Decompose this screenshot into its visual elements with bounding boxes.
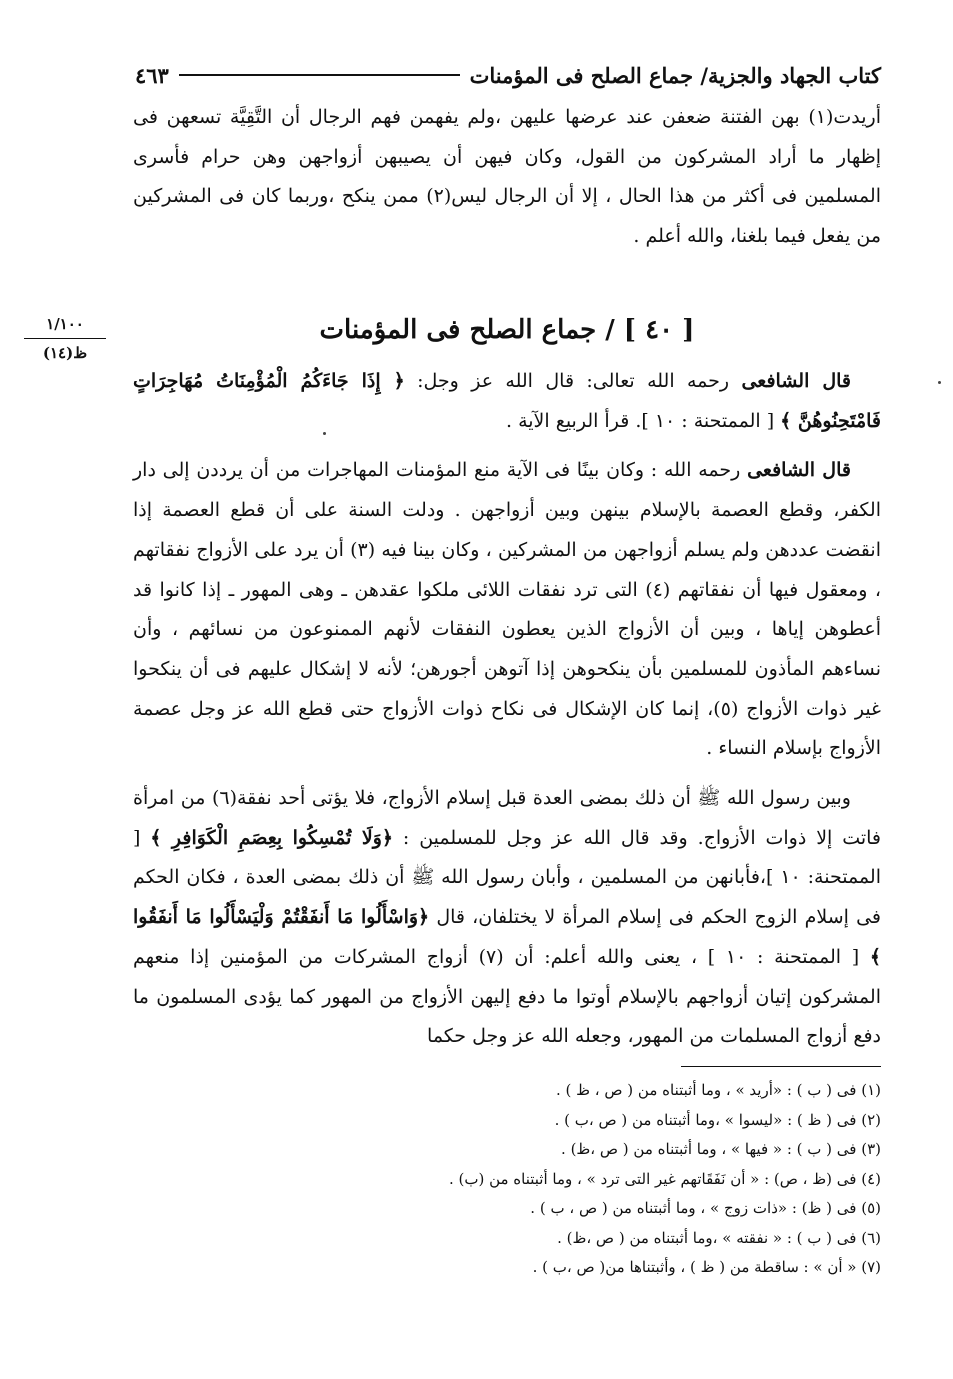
intro-paragraph: [133, 98, 881, 257]
paragraph-3-text-c: [ الممتحنة : ١٠ ] ، يعنى والله أعلم: أن (٧) أزواج المشركات من المؤمنين إذا منعهم المشركون إتيان أزواجهم بالإسلام أوتوا ما دفع إليهن الأزواج من المهور كما يؤدى المسلمون ما دفع أزواج المسلمات من المهور، وجعله الله عز وجل حكما: [133, 945, 881, 1048]
page-number: ٤٦٣: [135, 62, 169, 88]
paragraph-2: [133, 451, 881, 769]
paragraph-3: [133, 779, 881, 1057]
main-text: [133, 362, 881, 1057]
folio-marker: ١/١٠٠: [46, 315, 84, 333]
paragraph-1-text-a: رحمه الله تعالى: قال الله عز وجل:: [404, 370, 742, 392]
footnote: (٤) فى (ظ ، ص) : « أن نَفَقَاتهم غير التى ترد » ، وما أثبتناه من (ب) .: [448, 1169, 881, 1188]
quran-verse: ﴿وَاسْأَلُوا مَا أَنفَقْتُمْ وَلْيَسْأَلُوا مَا أَنفَقُوا ﴾: [133, 906, 881, 968]
quran-verse: ﴿وَلَا تُمْسِكُوا بِعِصَمِ الْكَوَافِرِ ﴾: [150, 826, 394, 849]
speaker-label: قال الشافعى: [741, 370, 851, 392]
footnote: (٦) فى ( ب ) : « نفقته » ،وما أثبتناه من ( ص ،ظ) .: [557, 1228, 881, 1247]
footnote-rule: [681, 1066, 881, 1067]
footnote: (٢) فى ( ظ ) : «ليسوا » ،وما أثبتناه من ( ص ،ب ) .: [554, 1110, 881, 1129]
manuscript-margin-note: [24, 312, 106, 365]
footnote: (٥) فى ( ظ) : «ذات زوج » ، وما أثبتناه من ( ص ، ب ) .: [530, 1199, 881, 1217]
intro-text: أريدت(١) بهن الفتنة ضعفن عند عرضها عليهن ،ولم يفهمن فهم الرجال أن التَّقِيَّة تسعهن فى إظهار ما أراد المشركون من القول، وكان فيهن أن يصيبهن أزواجهن وهن حرام فأسرى المسلمين فى أكثر من هذا الحال ، إلا أن الرجال ليس(٢) ممن ينكح ،وربما كان فى المشركين من يفعل فيما بلغنا، والله أعلم .: [133, 106, 881, 248]
paragraph-3-text-b: [ الممتحنة: ١٠ ]،فأبانهن من المسلمين ، وأبان رسول الله ﷺ أن ذلك بمضى العدة ، فكان الحكم فى إسلام الزوج الحكم فى إسلام المرأة لا يختلفان، قال: [133, 826, 881, 929]
scan-speck: [323, 432, 326, 435]
running-header: [135, 58, 881, 92]
manuscript-reference: ظ(١٤): [42, 344, 88, 362]
scan-speck: [938, 381, 941, 384]
paragraph-1-text-b: [ الممتحنة : ١٠ ]. قرأ الربيع الآية .: [506, 409, 781, 432]
header-rule: [179, 74, 460, 76]
footnote: (٣) فى ( ب ) : « فيها » ، وما أثبتناه من ( ص ،ظ) .: [561, 1140, 881, 1158]
footnotes: [300, 1076, 881, 1283]
quran-verse: ﴿ إِذَا جَاءَكُمُ الْمُؤْمِنَاتُ مُهَاجِرَاتٍ فَامْتَحِنُوهُنَّ ﴾: [133, 370, 881, 432]
speaker-label: قال الشافعى: [747, 459, 851, 482]
paragraph-2-text: رحمه الله : وكان بينًا فى الآية منع المؤمنات المهاجرات من أن يرددن إلى دار الكفر، وقطع العصمة بالإسلام بينهن وبين أزواجهن . ودلت السنة على أن قطع العصمة إذا انقضت عددهن ولم يسلم أزواجهن من المشركين ، وكان بينا فيه (٣) أن يرد على الأزواج نفقاتهم ، ومعقول فيها أن نفقاتهم (٤) التى ترد نفقات اللائى ملكوا عقدهن ـ وهى المهور ـ إذا كانوا قد أعطوهن إياها ، وبين أن الأزواج الذين يعطون النفقات لأنهم الممنوعون من نسائهم ، وأن نساءهم المأذون للمسلمين بأن ينكحوهن إذا آتوهن أجورهن؛ لأنه لا إشكال عليهم فى أن ينكحوا غير ذوات الأزواج (٥)، إنما كان الإشكال فى نكاح ذوات الأزواج حتى قطع الله عز وجل عصمة الأزواج بإسلام النساء .: [133, 459, 881, 760]
paragraph-1: [133, 362, 881, 441]
running-title: كتاب الجهاد والجزية/ جماع الصلح فى المؤمنات: [469, 62, 881, 88]
footnote: (٧) « أن » : ساقطة من ( ظ ) ، وأثبتناها من( ص ،ب ) .: [532, 1258, 881, 1276]
paragraph-3-text-a: وبين رسول الله ﷺ أن ذلك بمضى العدة قبل إسلام الأزواج، فلا يؤتى أحد نفقة(٦) من امرأة فاتت إلا ذوات الأزواج. وقد قال الله عز وجل للمسلمين :: [133, 787, 882, 849]
margin-note-rule: [24, 338, 106, 339]
section-heading: [ ٤٠ ] / جماع الصلح فى المؤمنات: [319, 315, 695, 345]
footnote: (١) فى ( ب ) : «أريد » ، وما أثبتناه من ( ص ، ظ ) .: [555, 1081, 881, 1099]
